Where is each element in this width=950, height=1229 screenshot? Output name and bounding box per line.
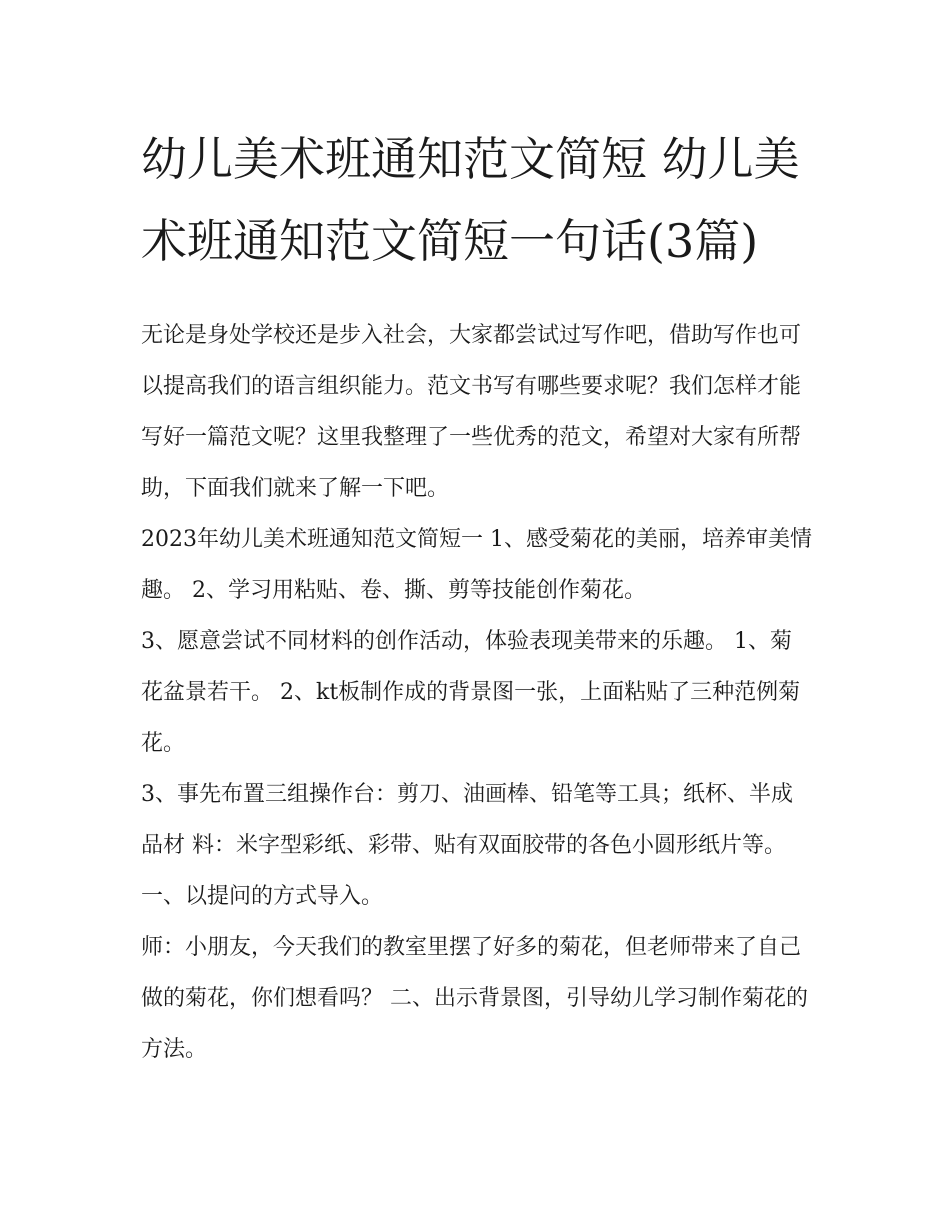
body-paragraph-4: 师：小朋友，今天我们的教室里摆了好多的菊花，但老师带来了自己做的菊花，你们想看吗？ 二、出示背景图，引导幼儿学习制作菊花的方法。	[141, 935, 808, 1062]
body-paragraph-1: 2023年幼儿美术班通知范文简短一 1、感受菊花的美丽，培养审美情趣。 2、学习用粘贴、卷、撕、剪等技能创作菊花。	[141, 527, 812, 603]
document-page	[141, 118, 821, 1075]
body-paragraph-2: 3、愿意尝试不同材料的创作活动，体验表现美带来的乐趣。 1、菊花盆景若干。 2、kt板制作成的背景图一张，上面粘贴了三种范例菊花。	[141, 629, 801, 756]
document-title: 幼儿美术班通知范文简短 幼儿美术班通知范文简短一句话(3篇)	[141, 132, 800, 268]
body-paragraph-3: 3、事先布置三组操作台：剪刀、油画棒、铅笔等工具；纸杯、半成品材 料：米字型彩纸、彩带、贴有双面胶带的各色小圆形纸片等。 一、以提问的方式导入。	[141, 782, 793, 909]
intro-paragraph: 无论是身处学校还是步入社会，大家都尝试过写作吧，借助写作也可以提高我们的语言组织能力。范文书写有哪些要求呢？我们怎样才能写好一篇范文呢？这里我整理了一些优秀的范文，希望对大家有所帮助，下面我们就来了解一下吧。	[141, 323, 802, 501]
